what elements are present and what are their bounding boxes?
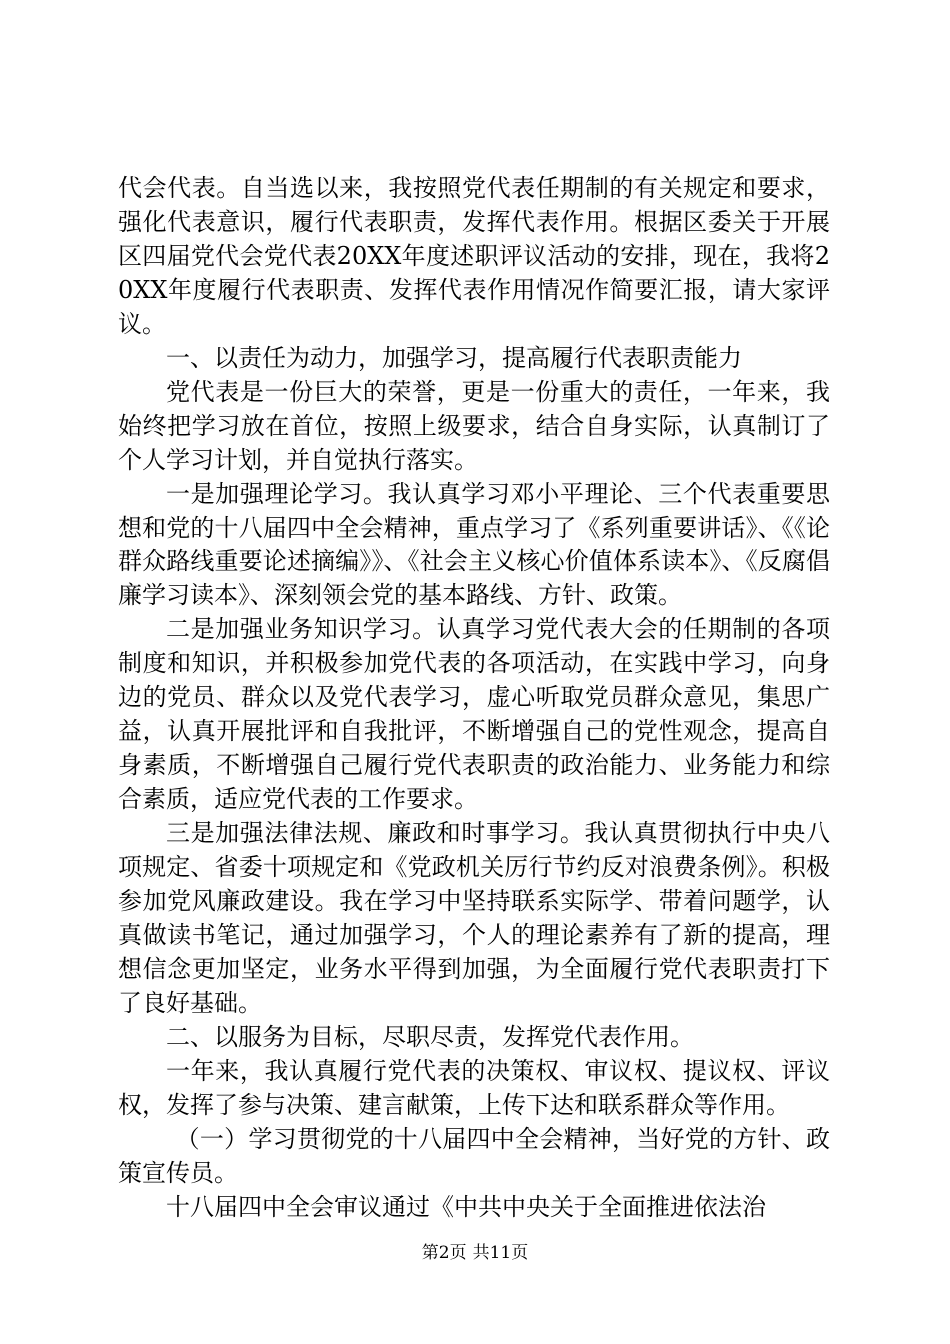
page-footer [0, 1242, 950, 1264]
paragraph-4: 二是加强业务知识学习。认真学习党代表大会的任期制的各项制度和知识，并积极参加党代表的各项活动，在实践中学习，向身边的党员、群众以及党代表学习，虚心听取党员群众意见，集思广益，认真开展批评和自我批评，不断增强自己的党性观念，提高自身素质，不断增强自己履行党代表职责的政治能力、业务能力和综合素质，适应党代表的工作要求。 [118, 615, 830, 814]
document-body [118, 172, 830, 1225]
paragraph-5: 三是加强法律法规、廉政和时事学习。我认真贯彻执行中央八项规定、省委十项规定和《党政机关厉行节约反对浪费条例》。积极参加党风廉政建设。我在学习中坚持联系实际学、带着问题学，认真做读书笔记，通过加强学习，个人的理论素养有了新的提高，理想信念更加坚定，业务水平得到加强，为全面履行党代表职责打下了良好基础。 [118, 819, 830, 1017]
paragraph-1: 代会代表。自当选以来，我按照党代表任期制的有关规定和要求，强化代表意识，履行代表职责，发挥代表作用。根据区委关于开展区四届党代会党代表20XX年度述职评议活动的安排，现在，我将20XX年度履行代表职责、发挥代表作用情况作简要汇报，请大家评议。 [118, 174, 830, 338]
paragraph-7: 十八届四中全会审议通过《中共中央关于全面推进依法治 [166, 1192, 766, 1221]
subsection-heading-1: （一）学习贯彻党的十八届四中全会精神，当好党的方针、政策宣传员。 [118, 1124, 830, 1187]
section-heading-2: 二、以服务为目标，尽职尽责，发挥党代表作用。 [166, 1022, 694, 1051]
paragraph-6: 一年来，我认真履行党代表的决策权、审议权、提议权、评议权，发挥了参与决策、建言献策，上传下达和联系群众等作用。 [118, 1056, 830, 1119]
page-number: 第2页 [421, 1243, 467, 1263]
paragraph-3: 一是加强理论学习。我认真学习邓小平理论、三个代表重要思想和党的十八届四中全会精神，重点学习了《系列重要讲话》、《《论群众路线重要论述摘编》》、《社会主义核心价值体系读本》、《反腐倡廉学习读本》、深刻领会党的基本路线、方针、政策。 [118, 479, 830, 610]
paragraph-2: 党代表是一份巨大的荣誉，更是一份重大的责任，一年来，我始终把学习放在首位，按照上级要求，结合自身实际，认真制订了个人学习计划，并自觉执行落实。 [118, 377, 830, 474]
section-heading-1: 一、以责任为动力，加强学习，提高履行代表职责能力 [166, 343, 742, 372]
page-total: 共11页 [472, 1243, 529, 1263]
